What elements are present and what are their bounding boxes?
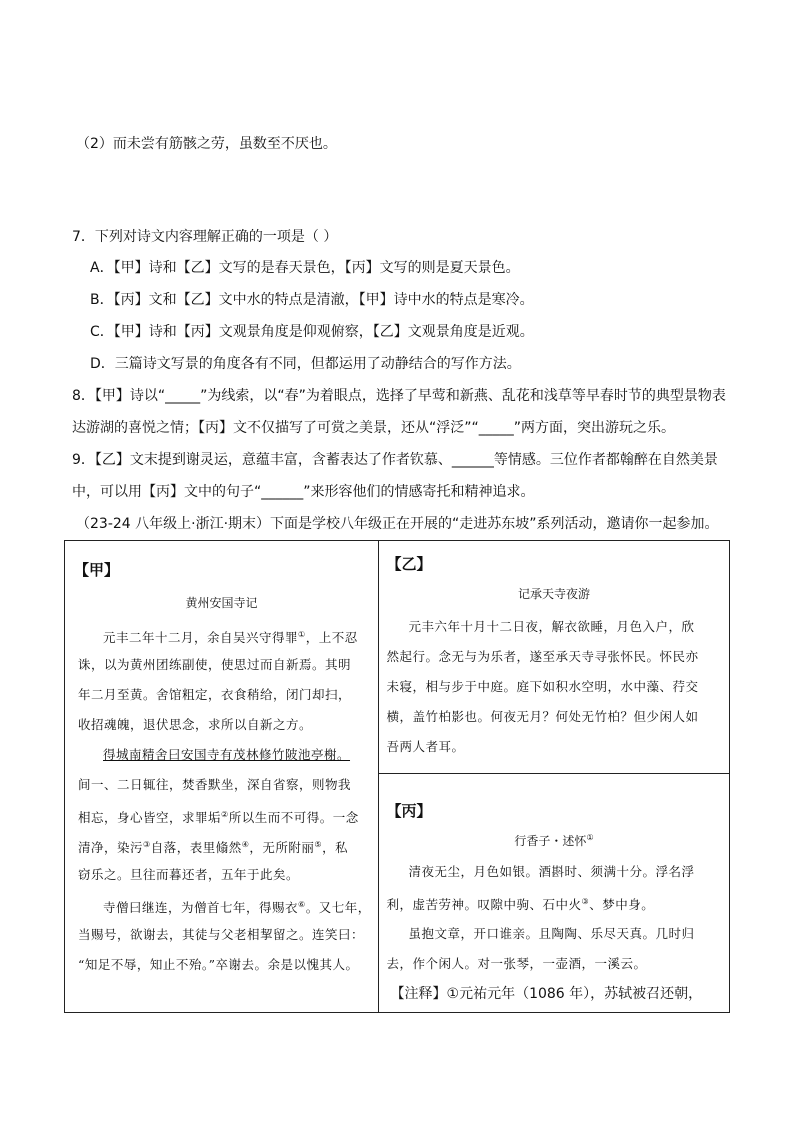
jia-p1-line-3: 年二月至黄。舍馆粗定，衣食稍给，闭门却扫， [78,687,352,702]
yi-title: 记承天寺夜游 [518,587,591,601]
yi-tag: 【乙】 [386,555,432,573]
bing-line-1: 清夜无尘，月色如银。酒斟时、须满十分。浮名浮 [408,864,695,879]
bing-tag: 【丙】 [386,802,432,820]
jia-p2-line-2: 相忘，身心皆空，求罪垢②所以生而不可得。一念 [78,810,359,826]
jia-p1-line-1: 元丰二年十二月，余自吴兴守得罪①，上不忍 [103,630,358,646]
yi-line-4: 横，盖竹柏影也。何夜无月？何处无竹柏？但少闲人如 [386,709,699,724]
jia-p2-line-3: 清净，染污③自落，表里翛然④，无所附丽⑤，私 [78,840,349,856]
yi-cell [378,541,729,774]
question-9-line-2: 中，可以用【丙】文中的句子“______”来形容他们的情感寄托和精神追求。 [72,484,535,500]
yi-line-3: 未寝，相与步于中庭。庭下如积水空明，水中藻、荇交 [386,679,699,694]
jia-p3-line-1: 寺僧曰继连，为僧首七年，得赐衣⑥。又七年， [103,900,371,916]
question-7-option-d[interactable]: D．三篇诗文写景的角度各有不同，但都运用了动静结合的写作方法。 [90,356,521,372]
yi-line-1: 元丰六年十月十二日夜，解衣欲睡，月色入户，欣 [408,619,695,634]
bing-cell [378,774,729,1013]
jia-title: 黄州安国寺记 [185,596,258,610]
jia-p2-line-4: 窃乐之。旦往而暮还者，五年于此矣。 [78,867,300,882]
yi-line-2: 然起行。念无与为乐者，遂至承天寺寻张怀民。怀民亦 [386,649,699,664]
question-8-line-2: 达游湖的喜悦之情；【丙】文不仅描写了可赏之美景，还从“浮泛”“_____”两方面，突出游玩之乐。 [72,420,676,436]
jia-p3-line-3: “知足不辱，知止不殆。”卒谢去。余是以愧其人。 [78,957,359,972]
question-7-stem: 7．下列对诗文内容理解正确的一项是（ ） [72,229,338,245]
bing-note: 【注释】①元祐元年（1086 年），苏轼被召还朝， [390,986,703,1002]
question-8-line-1: 8．【甲】诗以“_____”为线索，以“春”为着眼点，选择了早莺和新燕、乱花和浅草等早春时节的典型景物表 [72,388,726,404]
jia-cell [65,541,379,1013]
note-marker: ① [298,630,306,639]
question-7-option-c[interactable]: C．【甲】诗和【丙】文观景角度是仰观俯察，【乙】文观景角度是近观。 [90,324,534,340]
jia-p1-line-4: 收招魂魄，退伏思念，求所以自新之方。 [78,717,313,732]
bing-title: 行香子・述怀① [514,833,594,848]
bing-line-2: 利，虚苦劳神。叹隙中驹、石中火③、梦中身。 [386,897,655,913]
poems-table [64,540,730,1013]
bing-line-3: 虽抱文章，开口谁亲。且陶陶、乐尽天真。几时归 [408,926,695,941]
question-9-line-1: 9．【乙】文末提到谢灵运，意蕴丰富，含蓄表达了作者钦慕、______等情感。三位作者都翰醉在自然美景 [72,452,718,468]
yi-line-5: 吾两人者耳。 [386,739,465,754]
jia-p2-line-1: 间一、二日辄往，焚香默坐，深自省察，则物我 [78,777,352,792]
question-6-item-2: （2）而未尝有筋骸之劳，虽数至不厌也。 [76,136,337,152]
question-7-option-b[interactable]: B．【丙】文和【乙】文中水的特点是清澈，【甲】诗中水的特点是寒冷。 [90,292,534,308]
bing-line-4: 去，作个闲人。对一张琴，一壶酒，一溪云。 [386,956,647,971]
jia-tag: 【甲】 [74,561,120,579]
activity-intro: （23-24 八年级上·浙江·期末）下面是学校八年级正在开展的“走进苏东坡”系列活动，邀请你一起参加。 [76,516,719,532]
jia-p1-line-2: 诛，以为黄州团练副使，使思过而自新焉。其明 [78,657,352,672]
jia-underlined-sentence: 得城南精舍曰安国寺有茂林修竹陂池亭榭。 [103,747,351,762]
question-7-option-a[interactable]: A．【甲】诗和【乙】文写的是春天景色，【丙】文写的则是夏天景色。 [90,260,520,276]
jia-p3-line-2: 当赐号，欲谢去，其徒与父老相挈留之。连笑曰： [78,927,365,942]
